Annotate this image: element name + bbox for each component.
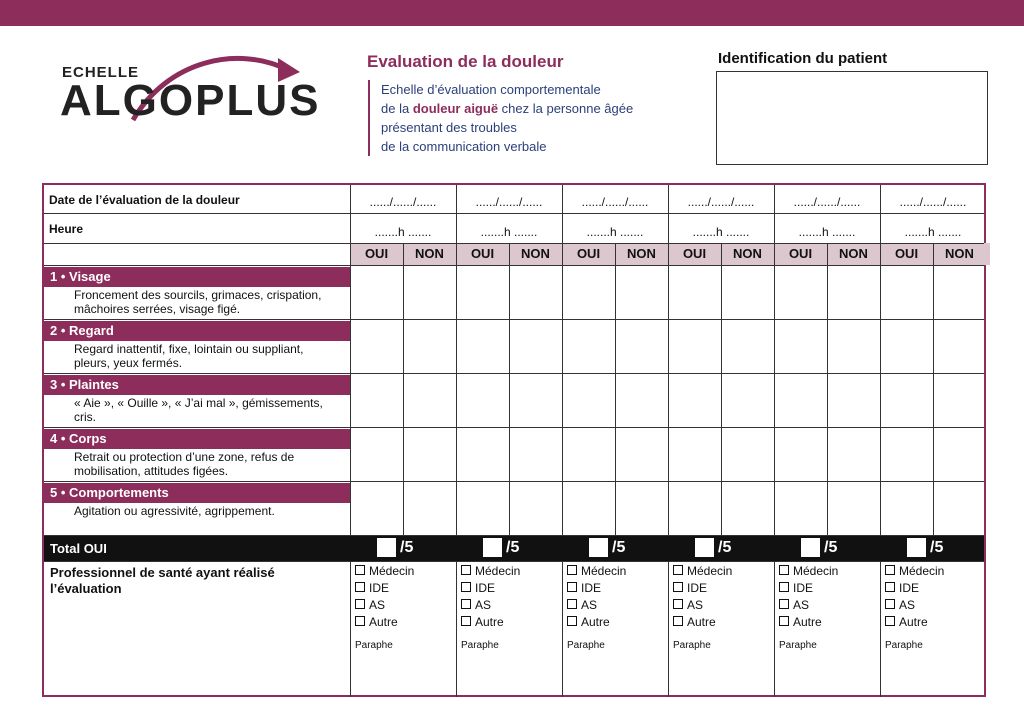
date-field[interactable]: ....../....../...... xyxy=(581,195,649,209)
category-desc: Agitation ou agressivité, agrippement. xyxy=(74,504,275,518)
non-header: NON xyxy=(521,246,550,261)
row-divider xyxy=(44,243,984,244)
non-cell[interactable] xyxy=(615,265,668,319)
professional-option[interactable]: IDE xyxy=(461,581,495,595)
oui-cell[interactable] xyxy=(774,373,827,427)
non-cell[interactable] xyxy=(933,481,986,535)
non-cell[interactable] xyxy=(615,373,668,427)
checkbox-icon[interactable] xyxy=(567,599,577,609)
oui-header: OUI xyxy=(470,246,495,261)
non-cell[interactable] xyxy=(615,319,668,373)
desc-line-3: présentant des troubles xyxy=(381,120,517,135)
checkbox-icon[interactable] xyxy=(355,616,365,626)
total-score-box[interactable] xyxy=(377,538,396,557)
checkbox-icon[interactable] xyxy=(779,565,789,575)
total-suffix: /5 xyxy=(718,539,732,556)
non-header: NON xyxy=(839,246,868,261)
checkbox-icon[interactable] xyxy=(355,565,365,575)
professional-option[interactable]: Autre xyxy=(567,615,610,629)
non-cell[interactable] xyxy=(615,427,668,481)
checkbox-icon[interactable] xyxy=(567,582,577,592)
oui-cell[interactable] xyxy=(456,265,509,319)
row-divider xyxy=(44,561,984,562)
oui-cell[interactable] xyxy=(562,481,615,535)
total-score-box[interactable] xyxy=(483,538,502,557)
oui-cell[interactable] xyxy=(880,481,933,535)
date-field[interactable]: ....../....../...... xyxy=(793,195,861,209)
non-cell[interactable] xyxy=(403,427,456,481)
checkbox-icon[interactable] xyxy=(885,565,895,575)
desc-line-1: Echelle d’évaluation comportementale xyxy=(381,82,601,97)
non-header: NON xyxy=(945,246,974,261)
oui-cell[interactable] xyxy=(774,265,827,319)
checkbox-icon[interactable] xyxy=(355,582,365,592)
non-cell[interactable] xyxy=(509,427,562,481)
non-cell[interactable] xyxy=(403,319,456,373)
oui-cell[interactable] xyxy=(350,265,403,319)
paraphe-label: Paraphe xyxy=(461,640,499,651)
professional-option[interactable]: Médecin xyxy=(355,564,414,578)
non-cell[interactable] xyxy=(509,481,562,535)
evaluation-grid xyxy=(42,183,986,697)
oui-header: OUI xyxy=(682,246,707,261)
category-title: 1 • Visage xyxy=(44,267,350,287)
category-desc: « Aie », « Ouille », « J’ai mal », gémissements, cris. xyxy=(74,396,323,424)
oui-header: OUI xyxy=(576,246,601,261)
heure-field[interactable]: .......h ....... xyxy=(904,225,962,239)
category-title: 2 • Regard xyxy=(44,321,350,341)
professional-option[interactable]: Médecin xyxy=(673,564,732,578)
oui-cell[interactable] xyxy=(668,427,721,481)
checkbox-icon[interactable] xyxy=(779,599,789,609)
non-cell[interactable] xyxy=(509,373,562,427)
non-cell[interactable] xyxy=(827,373,880,427)
oui-header: OUI xyxy=(364,246,389,261)
non-cell[interactable] xyxy=(827,427,880,481)
oui-cell[interactable] xyxy=(350,373,403,427)
row-divider xyxy=(44,535,984,536)
non-cell[interactable] xyxy=(827,481,880,535)
oui-cell[interactable] xyxy=(562,319,615,373)
date-field[interactable]: ....../....../...... xyxy=(475,195,543,209)
oui-cell[interactable] xyxy=(350,427,403,481)
non-header: NON xyxy=(415,246,444,261)
professional-option[interactable]: AS xyxy=(885,598,915,612)
category-desc: Regard inattentif, fixe, lointain ou suppliant, pleurs, yeux fermés. xyxy=(74,342,304,370)
non-cell[interactable] xyxy=(509,319,562,373)
oui-cell[interactable] xyxy=(668,373,721,427)
heure-field[interactable]: .......h ....... xyxy=(374,225,432,239)
professional-option[interactable]: IDE xyxy=(673,581,707,595)
non-cell[interactable] xyxy=(721,373,774,427)
total-suffix: /5 xyxy=(400,539,414,556)
desc-line-4: de la communication verbale xyxy=(381,139,547,154)
total-suffix: /5 xyxy=(824,539,838,556)
heure-field[interactable]: .......h ....... xyxy=(480,225,538,239)
total-score-box[interactable] xyxy=(907,538,926,557)
total-suffix: /5 xyxy=(506,539,520,556)
professional-option[interactable]: Médecin xyxy=(461,564,520,578)
non-header: NON xyxy=(733,246,762,261)
oui-header: OUI xyxy=(788,246,813,261)
professional-option[interactable]: Autre xyxy=(885,615,928,629)
heure-label: Heure xyxy=(49,222,84,236)
non-cell[interactable] xyxy=(721,265,774,319)
non-cell[interactable] xyxy=(403,481,456,535)
column-divider xyxy=(774,561,775,697)
checkbox-icon[interactable] xyxy=(461,582,471,592)
non-cell[interactable] xyxy=(403,265,456,319)
oui-cell[interactable] xyxy=(880,427,933,481)
logo-small-text: ECHELLE xyxy=(62,64,140,81)
professional-option[interactable]: IDE xyxy=(567,581,601,595)
professional-option[interactable]: Médecin xyxy=(885,564,944,578)
oui-cell[interactable] xyxy=(350,319,403,373)
date-field[interactable]: ....../....../...... xyxy=(899,195,967,209)
non-cell[interactable] xyxy=(721,319,774,373)
category-desc: Froncement des sourcils, grimaces, crispation, mâchoires serrées, visage figé. xyxy=(74,288,322,316)
category-title: 4 • Corps xyxy=(44,429,350,449)
checkbox-icon[interactable] xyxy=(673,616,683,626)
non-cell[interactable] xyxy=(933,319,986,373)
professional-option[interactable]: AS xyxy=(355,598,385,612)
professional-option[interactable]: IDE xyxy=(355,581,389,595)
checkbox-icon[interactable] xyxy=(461,565,471,575)
category-title: 5 • Comportements xyxy=(44,483,350,503)
non-header: NON xyxy=(627,246,656,261)
date-label: Date de l’évaluation de la douleur xyxy=(49,193,240,207)
professional-option[interactable]: Autre xyxy=(673,615,716,629)
checkbox-icon[interactable] xyxy=(885,582,895,592)
checkbox-icon[interactable] xyxy=(885,616,895,626)
oui-cell[interactable] xyxy=(456,427,509,481)
non-cell[interactable] xyxy=(933,427,986,481)
total-suffix: /5 xyxy=(612,539,626,556)
oui-cell[interactable] xyxy=(562,265,615,319)
heure-field[interactable]: .......h ....... xyxy=(692,225,750,239)
professional-label: Professionnel de santé ayant réalisé l’évaluation xyxy=(50,565,275,596)
non-cell[interactable] xyxy=(721,481,774,535)
oui-cell[interactable] xyxy=(774,319,827,373)
oui-cell[interactable] xyxy=(456,319,509,373)
professional-option[interactable]: AS xyxy=(567,598,597,612)
checkbox-icon[interactable] xyxy=(567,565,577,575)
column-divider xyxy=(880,561,881,697)
professional-option[interactable]: AS xyxy=(779,598,809,612)
non-cell[interactable] xyxy=(827,265,880,319)
logo-big-text: ALGOPLUS xyxy=(60,76,321,125)
category-desc: Retrait ou protection d’une zone, refus de mobilisation, attitudes figées. xyxy=(74,450,295,478)
professional-option[interactable]: IDE xyxy=(779,581,813,595)
professional-option[interactable]: Autre xyxy=(461,615,504,629)
oui-cell[interactable] xyxy=(562,373,615,427)
oui-cell[interactable] xyxy=(562,427,615,481)
category-title: 3 • Plaintes xyxy=(44,375,350,395)
row-divider xyxy=(44,213,984,214)
checkbox-icon[interactable] xyxy=(885,599,895,609)
non-cell[interactable] xyxy=(933,265,986,319)
professional-option[interactable]: Autre xyxy=(779,615,822,629)
scale-description xyxy=(368,80,681,156)
non-cell[interactable] xyxy=(827,319,880,373)
non-cell[interactable] xyxy=(509,265,562,319)
algoplus-logo xyxy=(58,50,321,145)
heure-field[interactable]: .......h ....... xyxy=(586,225,644,239)
checkbox-icon[interactable] xyxy=(673,582,683,592)
oui-cell[interactable] xyxy=(668,265,721,319)
professional-option[interactable]: AS xyxy=(461,598,491,612)
total-score-box[interactable] xyxy=(801,538,820,557)
total-score-box[interactable] xyxy=(695,538,714,557)
total-score-box[interactable] xyxy=(589,538,608,557)
total-oui-label: Total OUI xyxy=(50,541,107,556)
column-divider xyxy=(668,561,669,697)
oui-cell[interactable] xyxy=(774,481,827,535)
oui-cell[interactable] xyxy=(668,481,721,535)
professional-option[interactable]: IDE xyxy=(885,581,919,595)
oui-cell[interactable] xyxy=(350,481,403,535)
non-cell[interactable] xyxy=(615,481,668,535)
oui-cell[interactable] xyxy=(880,373,933,427)
non-cell[interactable] xyxy=(933,373,986,427)
evaluation-title: Evaluation de la douleur xyxy=(367,52,564,71)
professional-option[interactable]: Médecin xyxy=(779,564,838,578)
paraphe-label: Paraphe xyxy=(673,640,711,651)
checkbox-icon[interactable] xyxy=(355,599,365,609)
professional-option[interactable]: Autre xyxy=(355,615,398,629)
oui-header: OUI xyxy=(894,246,919,261)
oui-cell[interactable] xyxy=(880,319,933,373)
checkbox-icon[interactable] xyxy=(779,616,789,626)
paraphe-label: Paraphe xyxy=(567,640,605,651)
column-divider xyxy=(456,561,457,697)
desc-line-2: de la douleur aiguë chez la personne âgée xyxy=(381,101,634,116)
paraphe-label: Paraphe xyxy=(779,640,817,651)
checkbox-icon[interactable] xyxy=(673,599,683,609)
top-banner xyxy=(0,0,1024,26)
patient-id-title: Identification du patient xyxy=(718,50,888,67)
patient-id-field[interactable] xyxy=(716,71,988,165)
professional-option[interactable]: Médecin xyxy=(567,564,626,578)
checkbox-icon[interactable] xyxy=(567,616,577,626)
column-divider xyxy=(562,561,563,697)
non-cell[interactable] xyxy=(721,427,774,481)
professional-option[interactable]: AS xyxy=(673,598,703,612)
column-divider xyxy=(350,561,351,697)
oui-cell[interactable] xyxy=(668,319,721,373)
oui-cell[interactable] xyxy=(880,265,933,319)
checkbox-icon[interactable] xyxy=(461,616,471,626)
total-suffix: /5 xyxy=(930,539,944,556)
checkbox-icon[interactable] xyxy=(779,582,789,592)
non-cell[interactable] xyxy=(403,373,456,427)
oui-cell[interactable] xyxy=(774,427,827,481)
checkbox-icon[interactable] xyxy=(461,599,471,609)
paraphe-label: Paraphe xyxy=(355,640,393,651)
date-field[interactable]: ....../....../...... xyxy=(369,195,437,209)
heure-field[interactable]: .......h ....... xyxy=(798,225,856,239)
oui-cell[interactable] xyxy=(456,373,509,427)
checkbox-icon[interactable] xyxy=(673,565,683,575)
oui-cell[interactable] xyxy=(456,481,509,535)
paraphe-label: Paraphe xyxy=(885,640,923,651)
date-field[interactable]: ....../....../...... xyxy=(687,195,755,209)
